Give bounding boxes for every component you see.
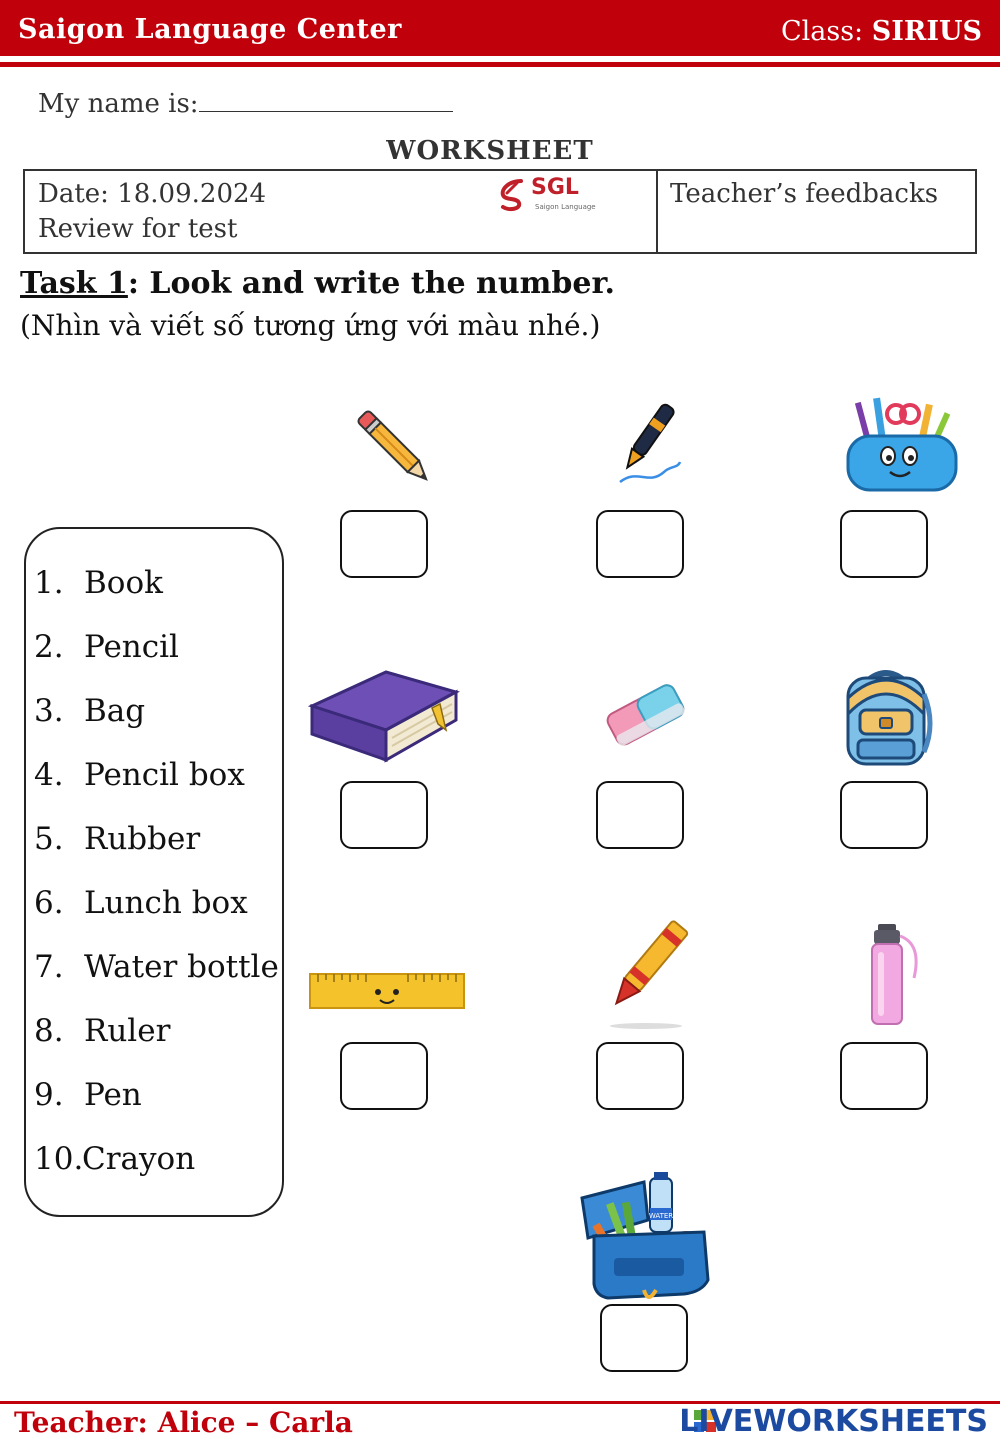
worksheet-title: WORKSHEET: [386, 136, 594, 166]
answer-box-pencil[interactable]: [340, 510, 428, 578]
item-text: Bag: [84, 693, 146, 729]
item-text: Pencil box: [84, 757, 245, 793]
item-text: Rubber: [84, 821, 201, 857]
name-prompt: My name is:: [38, 89, 199, 119]
sgl-logo-icon: [495, 177, 531, 213]
list-item: [34, 693, 145, 729]
lunch-box-icon: [574, 1172, 716, 1304]
item-number: 9.: [34, 1077, 64, 1113]
list-item: [34, 949, 279, 985]
school-name: Saigon Language Center: [18, 14, 402, 45]
class-name: SIRIUS: [871, 16, 982, 47]
list-item: [34, 1013, 170, 1049]
date-text: Date: 18.09.2024: [38, 179, 267, 209]
item-number: 5.: [34, 821, 64, 857]
item-text: Pen: [84, 1077, 142, 1113]
list-item: [34, 821, 200, 857]
info-box: [23, 169, 977, 254]
answer-box-lunch-box[interactable]: [600, 1304, 688, 1372]
water-bottle-icon: [864, 922, 924, 1026]
word-list-box: [24, 527, 284, 1217]
liveworksheets-brand[interactable]: LIVEWORKSHEETS: [679, 1404, 988, 1439]
item-text: Lunch box: [84, 885, 248, 921]
pencil-icon: [350, 402, 440, 494]
list-item: [34, 629, 179, 665]
list-item: [34, 885, 248, 921]
list-item: [34, 1141, 195, 1177]
item-number: 6.: [34, 885, 64, 921]
crayon-icon: [596, 918, 696, 1030]
answer-box-pen[interactable]: [596, 510, 684, 578]
name-row: [38, 88, 453, 119]
name-input-line[interactable]: [199, 88, 453, 112]
pencil-box-icon: [838, 394, 966, 494]
bag-icon: [836, 664, 936, 766]
rubber-icon: [602, 672, 688, 756]
book-icon: [306, 668, 464, 764]
item-number: 7.: [34, 949, 64, 985]
item-number: 10.: [34, 1141, 84, 1177]
list-item: [34, 1077, 142, 1113]
class-label: Class:: [780, 16, 864, 47]
item-text: Ruler: [84, 1013, 171, 1049]
ruler-icon: [308, 972, 466, 1010]
answer-box-ruler[interactable]: [340, 1042, 428, 1110]
class-info: [781, 16, 982, 47]
item-number: 1.: [34, 565, 64, 601]
answer-box-rubber[interactable]: [596, 781, 684, 849]
answer-box-crayon[interactable]: [596, 1042, 684, 1110]
task-title: [20, 266, 615, 301]
item-number: 3.: [34, 693, 64, 729]
answer-box-pencil-box[interactable]: [840, 510, 928, 578]
item-number: 2.: [34, 629, 64, 665]
pen-icon: [608, 398, 688, 490]
info-divider: [656, 171, 658, 252]
answer-box-book[interactable]: [340, 781, 428, 849]
item-text: Pencil: [84, 629, 179, 665]
item-text: Crayon: [82, 1141, 196, 1177]
sgl-logo: [495, 175, 595, 215]
task-translation: (Nhìn và viết số tương ứng với màu nhé.): [20, 309, 601, 342]
item-number: 4.: [34, 757, 64, 793]
footer-teacher: Teacher: Alice – Carla: [14, 1406, 353, 1439]
teacher-feedback-label: Teacher’s feedbacks: [670, 179, 939, 209]
review-text: Review for test: [38, 214, 238, 244]
list-item: [34, 757, 245, 793]
header-divider: [0, 62, 1000, 67]
task-instruction: : Look and write the number.: [127, 266, 615, 301]
task-label: Task 1: [20, 266, 128, 301]
water-label: WATER: [648, 1212, 674, 1220]
list-item: [34, 565, 163, 601]
logo-text: SGL: [531, 175, 579, 200]
item-number: 8.: [34, 1013, 64, 1049]
logo-subtext: Saigon Language: [535, 203, 596, 211]
answer-box-water-bottle[interactable]: [840, 1042, 928, 1110]
answer-box-bag[interactable]: [840, 781, 928, 849]
item-text: Water bottle: [84, 949, 279, 985]
item-text: Book: [84, 565, 163, 601]
